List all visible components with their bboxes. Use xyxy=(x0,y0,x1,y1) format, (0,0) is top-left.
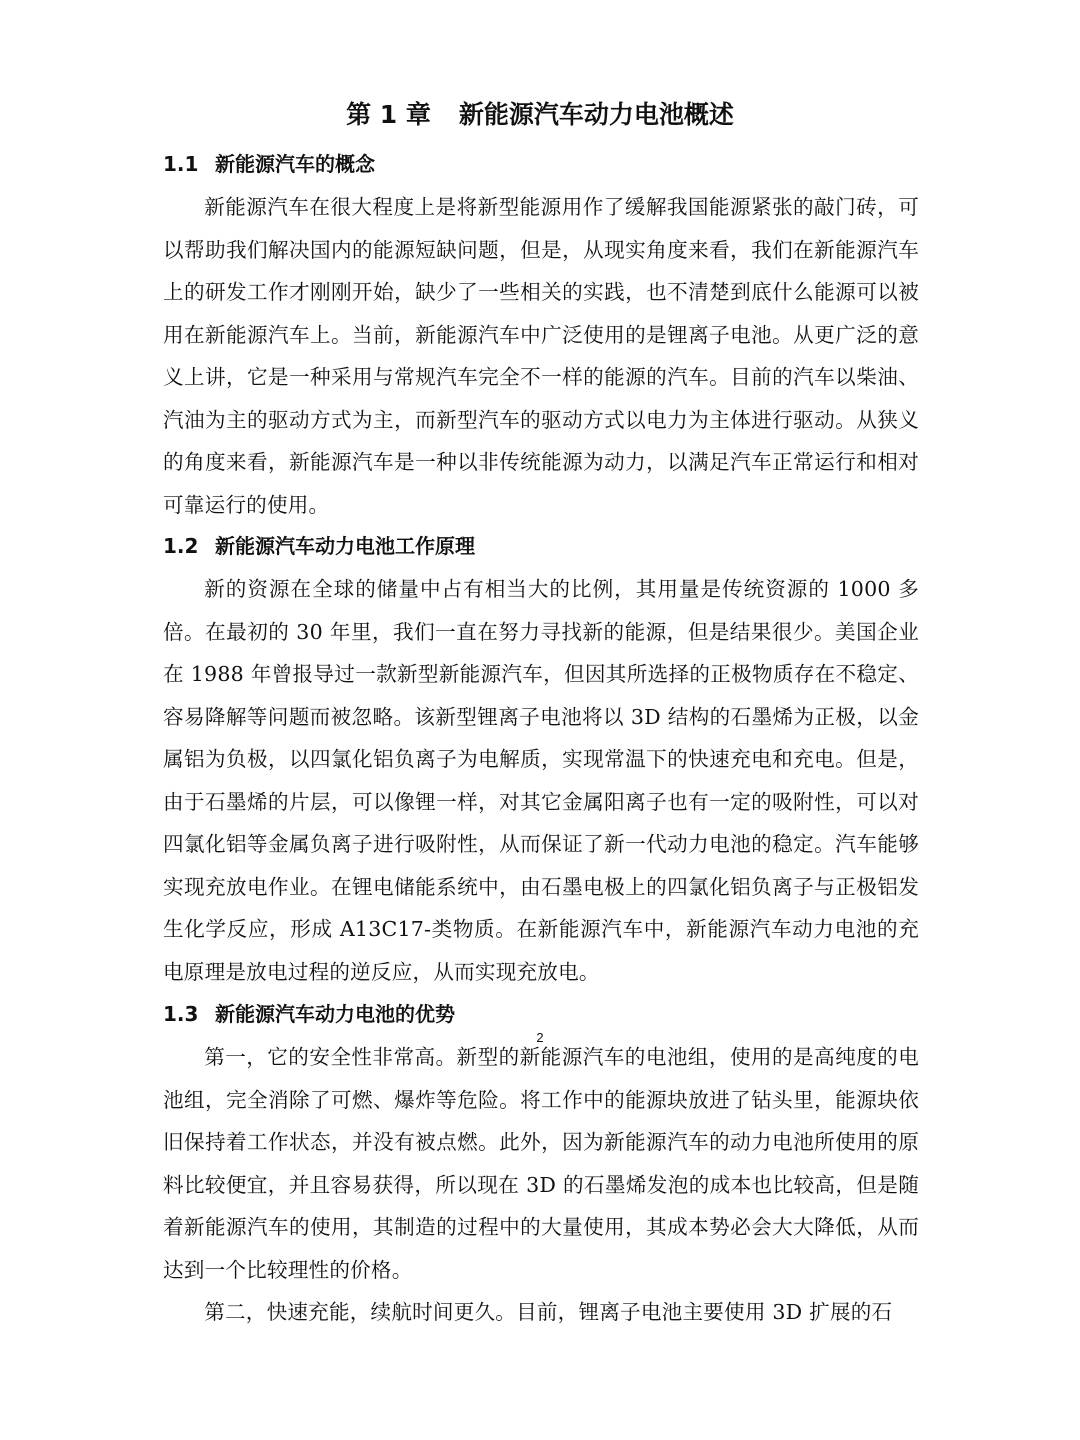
chapter-title xyxy=(0,93,1080,137)
section-number: 1.2 xyxy=(163,534,199,558)
section-number: 1.1 xyxy=(163,152,199,176)
chapter-title-text: 新能源汽车动力电池概述 xyxy=(458,100,734,129)
page-number: 2 xyxy=(536,1030,544,1045)
section-number: 1.3 xyxy=(163,1002,199,1026)
section-title: 新能源汽车的概念 xyxy=(215,152,375,176)
section-heading-1-3 xyxy=(163,997,923,1031)
section-heading-1-1 xyxy=(163,147,923,181)
paragraph-1-3-second: 第二，快速充能，续航时间更久。目前，锂离子电池主要使用 3D 扩展的石 xyxy=(204,1300,893,1324)
section-heading-1-2 xyxy=(163,529,923,563)
paragraph-1-2: 新的资源在全球的储量中占有相当大的比例，其用量是传统资源的 1000 多倍。在最初的 30 年里，我们一直在努力寻找新的能源，但是结果很少。美国企业在 1988 年曾报导过一款新型新能源汽车，但因其所选择的正极物质存在不稳定、容易降解等问题而被忽略。该新型锂离子电池将以 3D 结构的石墨烯为正极，以金属铝为负极，以四氯化铝负离子为电解质，实现常温下的快速充电和充电。但是，由于石墨烯的片层，可以像锂一样，对其它金属阳离子也有一定的吸附性，可以对四氯化铝等金属负离子进行吸附性，从而保证了新一代动力电池的稳定。汽车能够实现充放电作业。在锂电储能系统中，由石墨电极上的四氯化铝负离子与正极铝发生化学反应，形成 A13C17-类物质。在新能源汽车中，新能源汽车动力电池的充电原理是放电过程的逆反应，从而实现充放电。 xyxy=(163,577,919,984)
chapter-number: 第 1 章 xyxy=(346,100,431,129)
paragraph-1-3-first: 第一，它的安全性非常高。新型的新能源汽车的电池组，使用的是高纯度的电池组，完全消除了可燃、爆炸等危险。将工作中的能源块放进了钻头里，能源块依旧保持着工作状态，并没有被点燃。此外，因为新能源汽车的动力电池所使用的原料比较便宜，并且容易获得，所以现在 3D 的石墨烯发泡的成本也比较高，但是随着新能源汽车的使用，其制造的过程中的大量使用，其成本势必会大大降低，从而达到一个比较理性的价格。 xyxy=(163,1045,919,1282)
paragraph-1-1: 新能源汽车在很大程度上是将新型能源用作了缓解我国能源紧张的敲门砖，可以帮助我们解决国内的能源短缺问题，但是，从现实角度来看，我们在新能源汽车上的研发工作才刚刚开始，缺少了一些相关的实践，也不清楚到底什么能源可以被用在新能源汽车上。当前，新能源汽车中广泛使用的是锂离子电池。从更广泛的意义上讲，它是一种采用与常规汽车完全不一样的能源的汽车。目前的汽车以柴油、汽油为主的驱动方式为主，而新型汽车的驱动方式以电力为主体进行驱动。从狭义的角度来看，新能源汽车是一种以非传统能源为动力，以满足汽车正常运行和相对可靠运行的使用。 xyxy=(163,195,919,517)
section-title: 新能源汽车动力电池工作原理 xyxy=(215,534,475,558)
section-title: 新能源汽车动力电池的优势 xyxy=(215,1002,455,1026)
